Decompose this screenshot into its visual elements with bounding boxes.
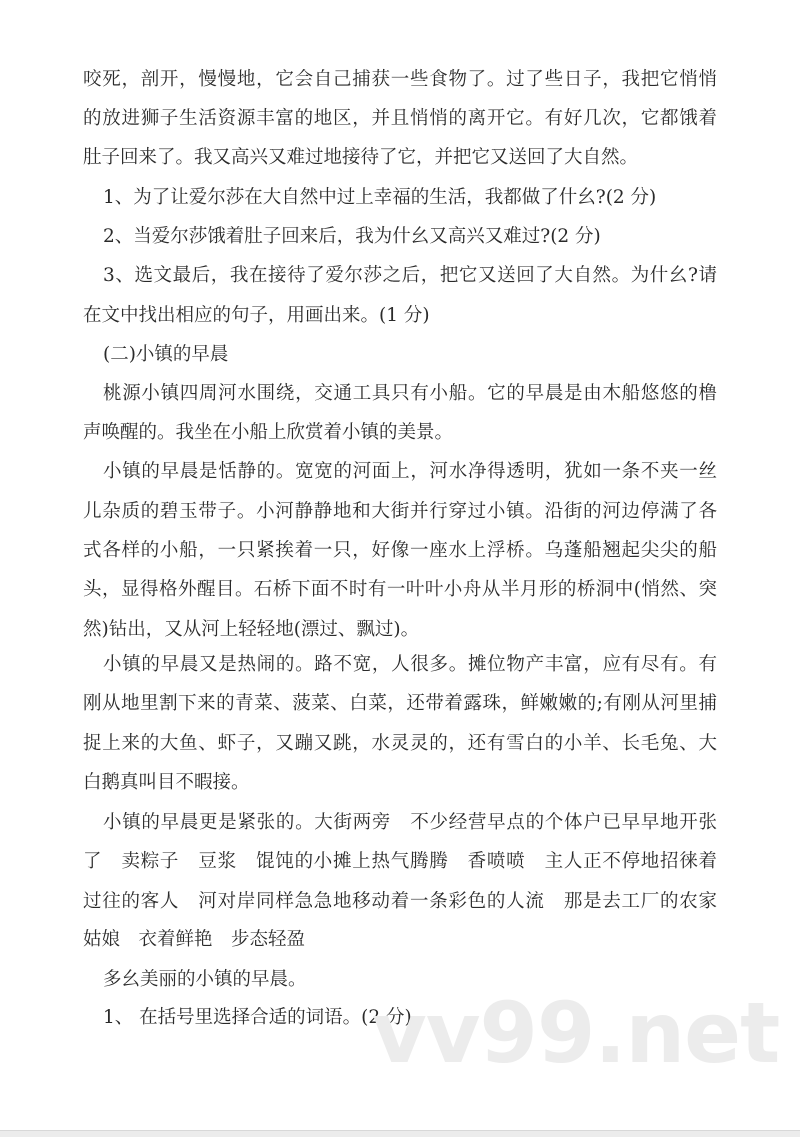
- text-line: 过往的客人 河对岸同样急急地移动着一条彩色的人流 那是去工厂的农家: [83, 891, 717, 912]
- question-1: 1、为了让爱尔莎在大自然中过上幸福的生活，我都做了什幺?(2 分): [103, 187, 657, 208]
- text-line: 肚子回来了。我又高兴又难过地接待了它，并把它又送回了大自然。: [83, 147, 639, 168]
- question-3: 3、选文最后，我在接待了爱尔莎之后，把它又送回了大自然。为什幺?请: [103, 265, 717, 286]
- text-line: 小镇的早晨更是紧张的。大街两旁 不少经营早点的个体户已早早地开张: [103, 812, 717, 833]
- text-line: 多幺美丽的小镇的早晨。: [103, 969, 307, 990]
- text-line: 的放进狮子生活资源丰富的地区，并且悄悄的离开它。有好几次，它都饿着: [83, 108, 717, 129]
- text-line: 咬死，剖开，慢慢地，它会自己捕获一些食物了。过了些日子，我把它悄悄: [83, 69, 717, 90]
- text-line: 然)钻出，又从河上轻轻地(漂过、飘过)。: [83, 619, 420, 640]
- text-line: 小镇的早晨又是热闹的。路不宽，人很多。摊位物产丰富，应有尽有。有: [103, 654, 717, 675]
- text-line: 姑娘 衣着鲜艳 步态轻盈: [83, 929, 306, 950]
- question-1: 1、 在括号里选择合适的词语。(2 分): [103, 1007, 412, 1028]
- text-line: 头，显得格外醒目。石桥下面不时有一叶叶小舟从半月形的桥洞中(悄然、突: [83, 579, 717, 600]
- text-line: 桃源小镇四周河水围绕，交通工具只有小船。它的早晨是由木船悠悠的橹: [103, 383, 717, 404]
- question-2: 2、当爱尔莎饿着肚子回来后，我为什幺又高兴又难过?(2 分): [103, 226, 601, 247]
- text-line: 小镇的早晨是恬静的。宽宽的河面上，河水净得透明，犹如一条不夹一丝: [103, 461, 717, 482]
- page-gap: [0, 1131, 800, 1137]
- text-line: 刚从地里割下来的青菜、菠菜、白菜，还带着露珠，鲜嫩嫩的;有刚从河里捕: [83, 693, 717, 714]
- watermark: vv99.net: [372, 984, 780, 1082]
- text-line: 式各样的小船，一只紧挨着一只，好像一座水上浮桥。乌蓬船翘起尖尖的船: [83, 540, 717, 561]
- text-line: 白鹅真叫目不暇接。: [83, 772, 250, 793]
- text-line: 声唤醒的。我坐在小船上欣赏着小镇的美景。: [83, 422, 454, 443]
- section-title: (二)小镇的早晨: [103, 344, 229, 365]
- text-line: 在文中找出相应的句子，用画出来。(1 分): [83, 305, 430, 326]
- text-line: 了 卖粽子 豆浆 馄饨的小摊上热气腾腾 香喷喷 主人正不停地招徕着: [83, 851, 717, 872]
- text-line: 儿杂质的碧玉带子。小河静静地和大街并行穿过小镇。沿街的河边停满了各: [83, 501, 717, 522]
- text-line: 捉上来的大鱼、虾子，又蹦又跳，水灵灵的，还有雪白的小羊、长毛兔、大: [83, 733, 717, 754]
